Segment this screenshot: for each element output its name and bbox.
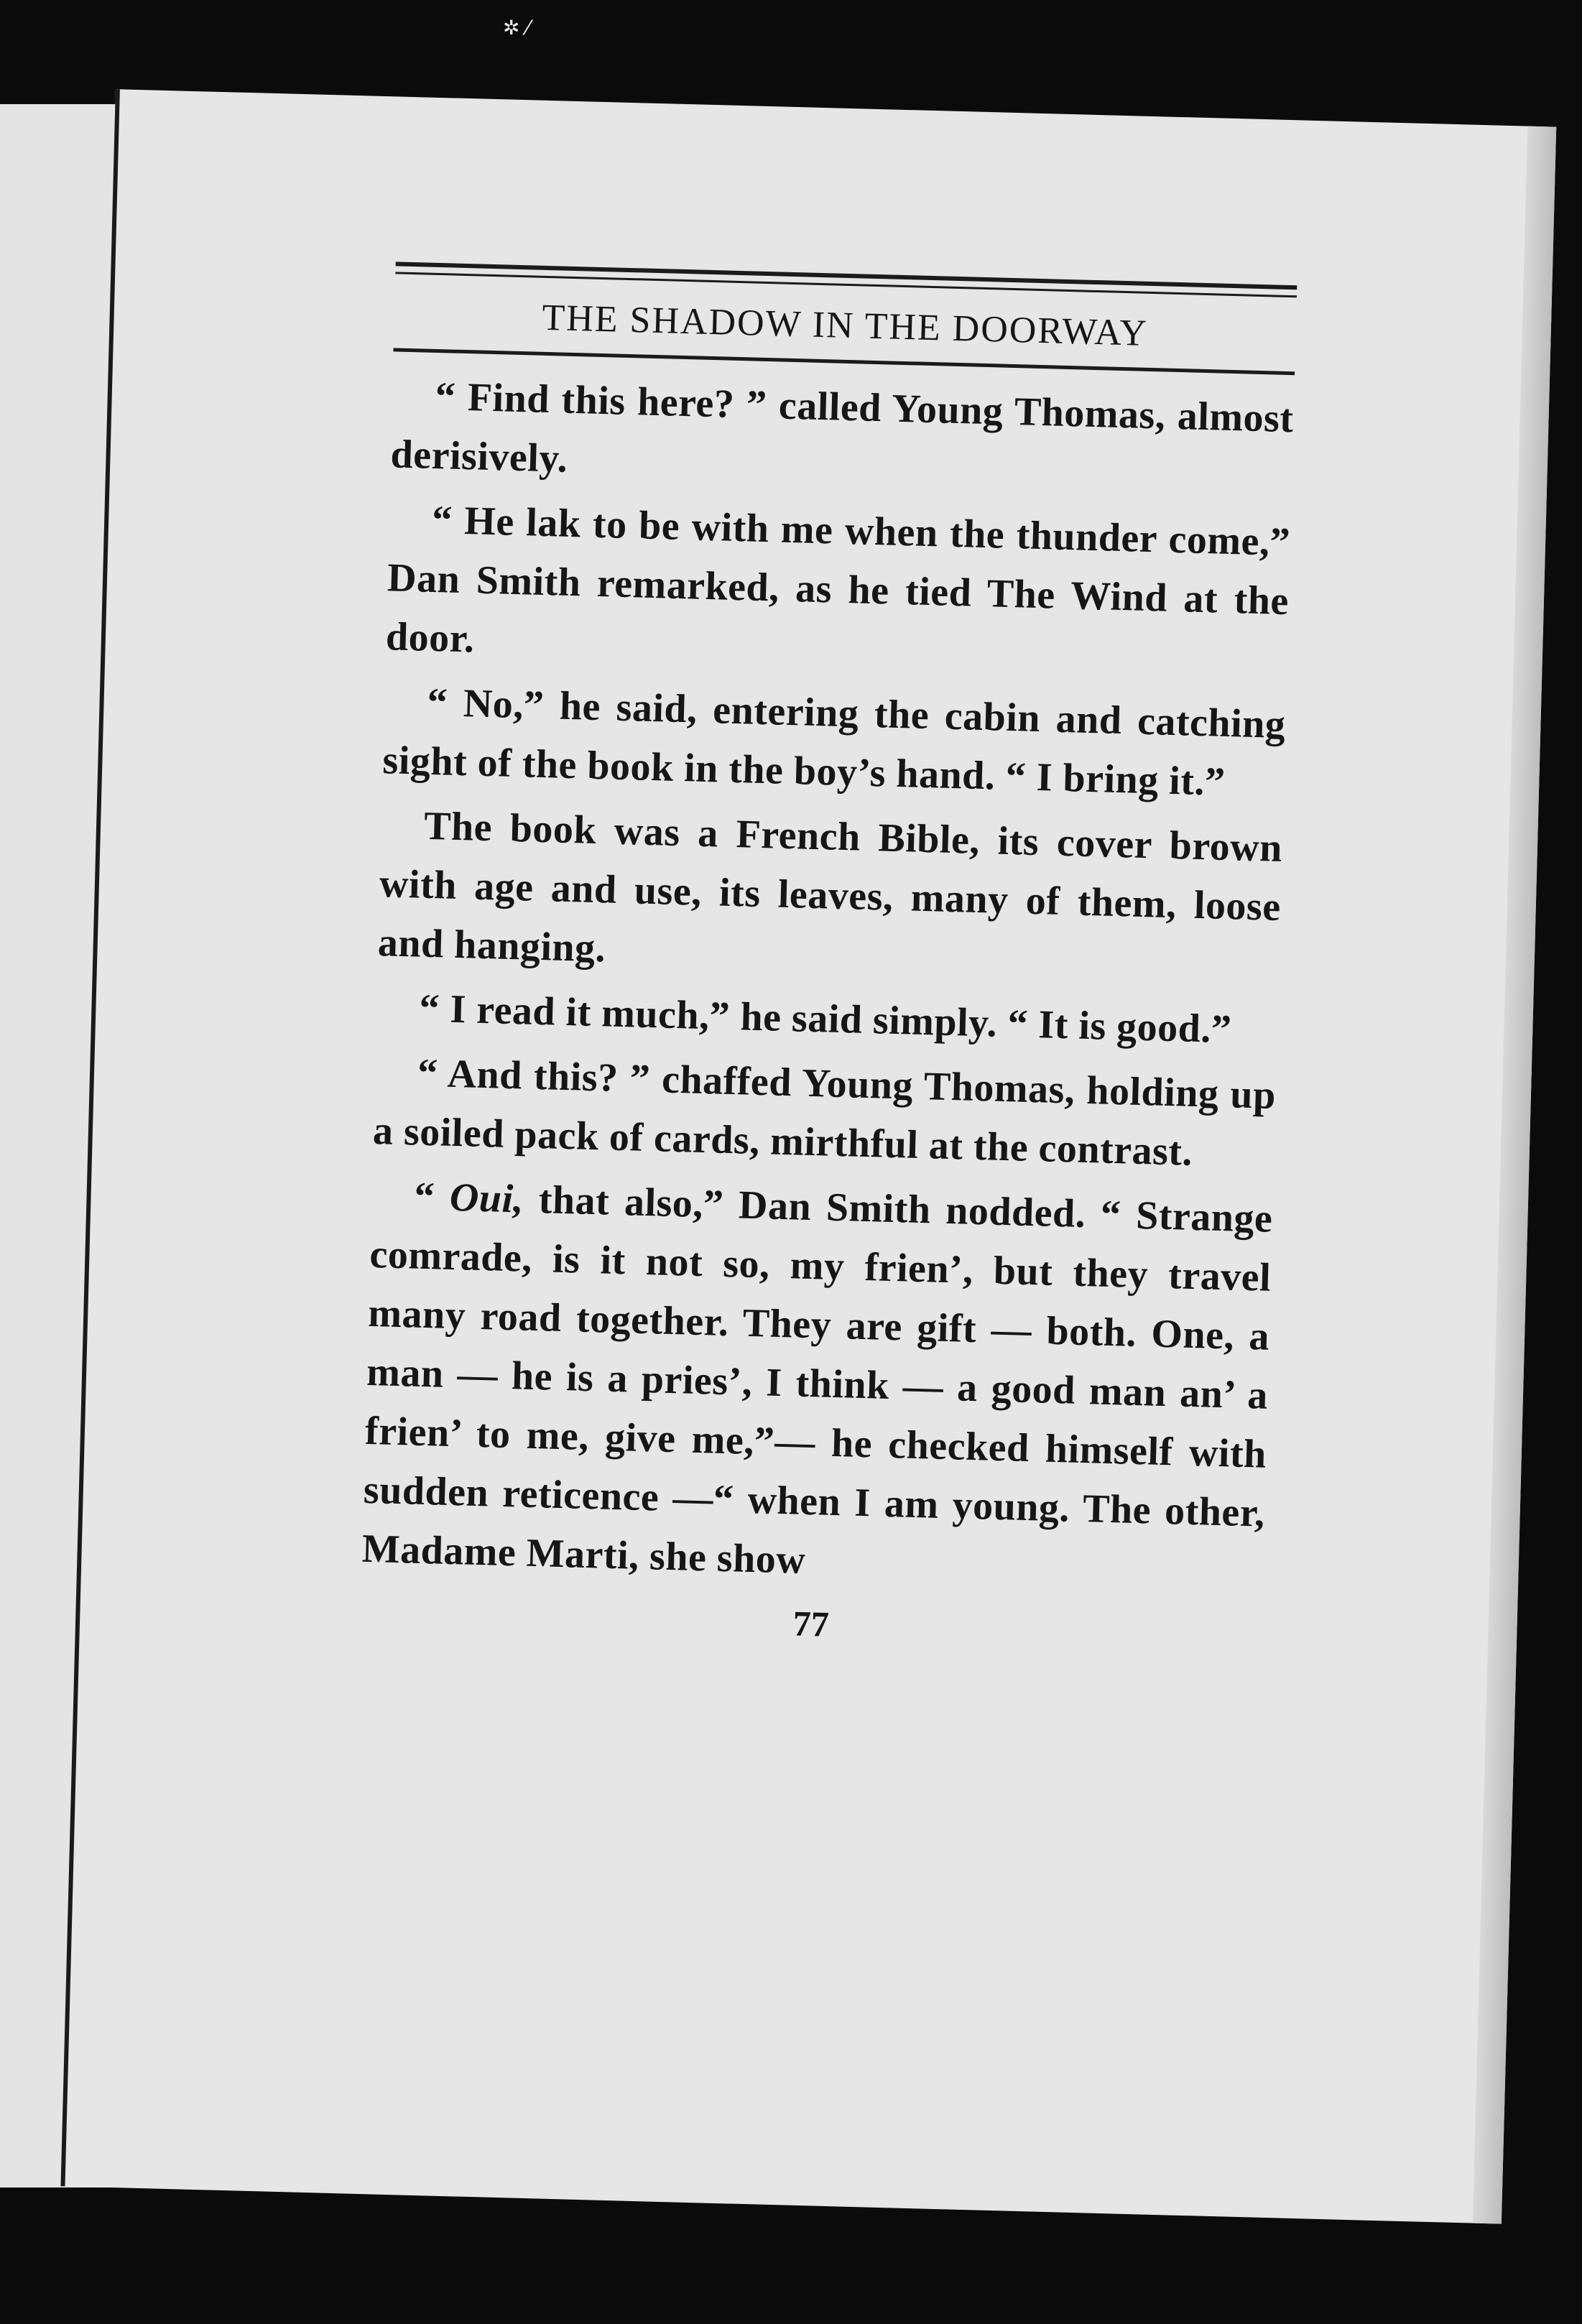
italic-word: Oui, [449,1175,524,1222]
paragraph: “ And this? ” chaffed Young Thomas, holding up a soiled pack of cards, mirthful at the contrast. [372,1050,1277,1175]
page-number: 77 [792,1603,830,1644]
paragraph: “ He lak to be with me when the thunder come,” Dan Smith remarked, as he tied The Wind at the door. [385,497,1291,662]
open-quote: “ [413,1174,450,1220]
page-content [360,261,1297,1656]
paragraph: “ No,” he said, entering the cabin and catching sight of the book in the boy’s hand. “ I bring it.” [381,680,1287,805]
paragraph-last [361,1166,1274,1602]
scan-mark: ✲ ⁄ [503,16,530,40]
paragraph: The book was a French Bible, its cover brown with age and use, its leaves, many of them, loose and hanging. [377,803,1283,971]
page-edge-shadow [1473,126,1556,2224]
paragraph: “ Find this here? ” called Young Thomas, almost derisively. [389,374,1295,481]
paragraph: “ I read it much,” he said simply. “ It is good.” [418,986,1233,1052]
paragraph-text: that also,” Dan Smith nodded. “ Strange comrade, is it not so, my frien’, but they travel many road together. They are gift — both. One, a man — he is a pries’, I think — a good man an’ a frien’ to me, give me,”— he checked himself with sudden reticence —“ when I am young. The other, Madame Marti, she show [361,1177,1274,1583]
book-page [60,89,1556,2224]
running-head: THE SHADOW IN THE DOORWAY [541,297,1149,354]
